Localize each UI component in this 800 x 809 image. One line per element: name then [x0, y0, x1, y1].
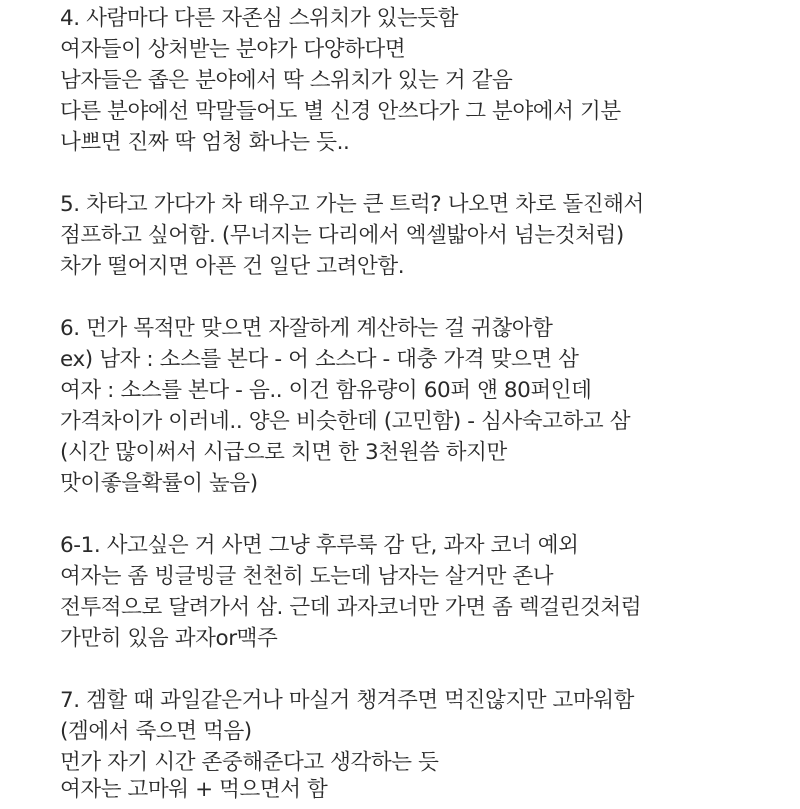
text-line: 먼가 자기 시간 존중해준다고 생각하는 듯 — [60, 750, 439, 775]
text-line: ex) 남자 : 소스를 본다 - 어 소스다 - 대충 가격 맞으면 삼 — [60, 347, 579, 372]
post-text-body — [60, 0, 800, 809]
text-line: 맛이좋을확률이 높음) — [60, 471, 258, 496]
text-line: 여자는 좀 빙글빙글 천천히 도는데 남자는 살거만 존나 — [60, 564, 554, 589]
text-line: 남자들은 좁은 분야에서 딱 스위치가 있는 거 같음 — [60, 68, 513, 93]
text-line: 여자들이 상처받는 분야가 다양하다면 — [60, 37, 406, 62]
text-line: 다른 분야에선 막말들어도 별 신경 안쓰다가 그 분야에서 기분 — [60, 99, 621, 124]
section-6-heading: 6. 먼가 목적만 맞으면 자잘하게 계산하는 걸 귀찮아함 — [60, 316, 553, 341]
text-line: 나쁘면 진짜 딱 엄청 화나는 듯.. — [60, 130, 350, 155]
text-line: 점프하고 싶어함. (무너지는 다리에서 엑셀밟아서 넘는것처럼) — [60, 223, 624, 248]
text-line: 가만히 있음 과자or맥주 — [60, 626, 278, 651]
text-line: 차가 떨어지면 아픈 건 일단 고려안함. — [60, 254, 405, 279]
text-line: 가격차이가 이러네.. 양은 비슷한데 (고민함) - 심사숙고하고 삼 — [60, 409, 631, 434]
section-7-heading: 7. 겜할 때 과일같은거나 마실거 챙겨주면 먹진않지만 고마워함 — [60, 688, 634, 713]
text-line: (시간 많이써서 시급으로 치면 한 3천원씀 하지만 — [60, 440, 507, 465]
section-5-heading: 5. 차타고 가다가 차 태우고 가는 큰 트럭? 나오면 차로 돌진해서 — [60, 192, 644, 217]
text-line: 여자는 고마워 + 먹으면서 함 — [60, 777, 328, 802]
text-line: 전투적으로 달려가서 삼. 근데 과자코너만 가면 좀 렉걸린것처럼 — [60, 595, 642, 620]
text-line: 여자 : 소스를 본다 - 음.. 이건 함유량이 60퍼 얜 80퍼인데 — [60, 378, 592, 403]
section-4-heading: 4. 사람마다 다른 자존심 스위치가 있는듯함 — [60, 6, 459, 31]
text-line: (겜에서 죽으면 먹음) — [60, 719, 252, 744]
section-6-1-heading: 6-1. 사고싶은 거 사면 그냥 후루룩 감 단, 과자 코너 예외 — [60, 533, 579, 558]
